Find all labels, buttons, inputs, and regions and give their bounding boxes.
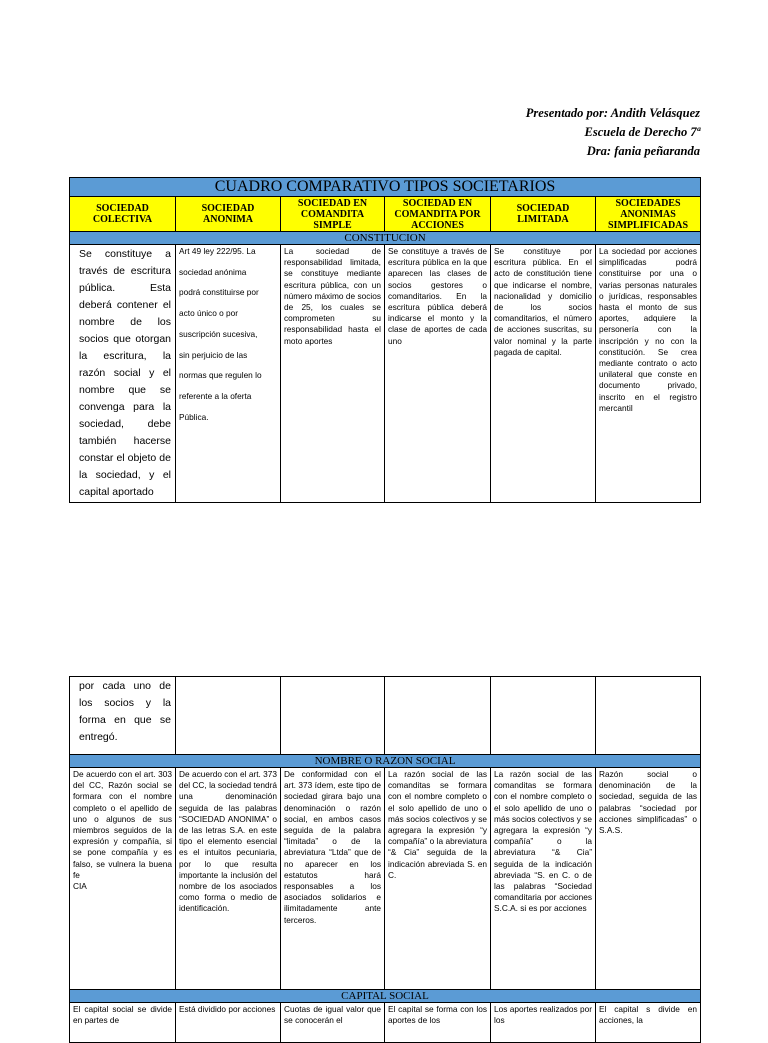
- cell-line: referente a la oferta: [179, 390, 252, 401]
- cell-line: sociedad anónima: [179, 266, 247, 277]
- table-cell: De acuerdo con el art. 373 del CC, la sociedad tendrá una denominación seguida de las palabras “SOCIEDAD ANONIMA” o de las letras S.A. en este tipo el elemento esencial es el intuitos pecuniaria, por lo que resulta importante la inclusión del nombre de los asociados como forma o medio de identificación.: [176, 768, 281, 990]
- table-cell: De acuerdo con el art. 303 del CC, Razón social se formara con el nombre completo o el apellido de uno o algunos de sus miembros seguidos de la expresión y compañía, si se pone compañía y es falso, se vulnera la buena fe CIA: [70, 768, 176, 990]
- section-row: [70, 990, 701, 1003]
- table-row: [70, 768, 701, 990]
- table-cell: La razón social de las comanditas se formara con el nombre completo o el solo apellido de uno o más socios colectivos y se agregara la expresión “y compañía” o la abreviatura “& Cia” seguida de la indicación abreviada S. en C.: [385, 768, 491, 990]
- table-row: [70, 677, 701, 755]
- column-header: SOCIEDAD COLECTIVA: [70, 197, 176, 232]
- cell-line: normas que regulen lo: [179, 370, 262, 381]
- school-name: Escuela de Derecho 7ª: [584, 125, 700, 139]
- table-cell: Cuotas de igual valor que se conocerán el: [281, 1003, 385, 1043]
- table-cell: El capital se forma con los aportes de los: [385, 1003, 491, 1043]
- table-cell: El capital s divide en acciones, la: [596, 1003, 701, 1043]
- table-cell: [176, 677, 281, 755]
- cell-line: podrá constituirse por: [179, 287, 259, 298]
- section-row: [70, 755, 701, 768]
- column-header: SOCIEDAD EN COMANDITA SIMPLE: [281, 197, 385, 232]
- table-cell: Se constituye a través de escritura pública. Esta deberá contener el nombre de los socios que otorgan la escritura, la razón social y el nombre que se convenga para la sociedad, debe también hacerse constar el objeto de la sociedad, y el capital aportado: [70, 245, 176, 503]
- table-cell: Se constituye por escritura pública. En el acto de constitución tiene que indicarse el nombre, nacionalidad y domicilio de los socios comanditarios, el número de acciones suscritas, su valor nominal y la parte pagada de capital.: [491, 245, 596, 503]
- column-header: SOCIEDADES ANONIMAS SIMPLIFICADAS: [596, 197, 701, 232]
- cell-line: sin perjuicio de las: [179, 349, 248, 360]
- table-cell: La sociedad de responsabilidad limitada, se constituye mediante escritura pública, con un número máximo de socios de 25, los cuales se comprometen su responsabilidad hasta el moto aportes: [281, 245, 385, 503]
- table-row: [70, 1003, 701, 1043]
- column-header: SOCIEDAD ANONIMA: [176, 197, 281, 232]
- cell-line: acto único o por: [179, 308, 239, 319]
- teacher-name: Dra: fania peñaranda: [586, 144, 700, 158]
- section-row: [70, 232, 701, 245]
- comparison-table-continued: [69, 676, 701, 1043]
- presenter-name: Presentado por: Andith Velásquez: [525, 106, 700, 120]
- table-title: CUADRO COMPARATIVO TIPOS SOCIETARIOS: [70, 178, 701, 197]
- table-cell: Razón social o denominación de la sociedad, seguida de las palabras “sociedad por acciones simplificadas” o S.A.S.: [596, 768, 701, 990]
- table-cell: La sociedad por acciones simplificadas podrá constituirse por una o varias personas naturales o jurídicas, responsables hasta el monto de sus aportes, adquiere la personería con la inscripción y no con la constitución. Se crea mediante contrato o acto unilateral que conste en documento privado, inscrito en el registro mercantil: [596, 245, 701, 503]
- table-row: [70, 245, 701, 503]
- cell-line: Art 49 ley 222/95. La: [179, 246, 256, 256]
- table-cell: Está dividido por acciones: [176, 1003, 281, 1043]
- table-cell: [281, 677, 385, 755]
- table-cell: Los aportes realizados por los: [491, 1003, 596, 1043]
- section-title-constitucion: CONSTITUCION: [70, 232, 701, 245]
- table-cell: [596, 677, 701, 755]
- column-header: SOCIEDAD EN COMANDITA POR ACCIONES: [385, 197, 491, 232]
- cell-line: Pública.: [179, 411, 209, 422]
- table-cell: De conformidad con el art. 373 ídem, este tipo de sociedad girara bajo una denominación o razón social, en ambos casos seguida de la palabra “limitada” o de la abreviatura “Ltda” que de no aparecer en los estatutos hará responsables a los asociados solidarios e ilimitadamente ante terceros.: [281, 768, 385, 990]
- presenter-block: [526, 104, 700, 161]
- table-cell: [491, 677, 596, 755]
- comparison-table: [69, 177, 701, 503]
- table-cell: La razón social de las comanditas se formara con el nombre completo o el solo apellido de uno o más socios colectivos y se agregara la expresión “y compañía” o la abreviatura “& Cia” seguida de la indicación abreviada “S. en C. o de las palabras “Sociedad comanditaria por acciones S.C.A. si es por acciones: [491, 768, 596, 990]
- column-header: SOCIEDAD LIMITADA: [491, 197, 596, 232]
- table-cell: [385, 677, 491, 755]
- table-cell: Se constituye a través de escritura pública en la que aparecen las clases de socios gestores o comanditarios. En la escritura pública deberá indicarse el monto y la clase de aportes de cada uno: [385, 245, 491, 503]
- section-title-capital: CAPITAL SOCIAL: [70, 990, 701, 1003]
- table-cell: El capital social se divide en partes de: [70, 1003, 176, 1043]
- section-title-nombre: NOMBRE O RAZON SOCIAL: [70, 755, 701, 768]
- table-cell: [176, 245, 281, 503]
- table-cell: por cada uno de los socios y la forma en que se entregó.: [70, 677, 176, 755]
- column-header-row: [70, 197, 701, 232]
- cell-line: suscripción sucesiva,: [179, 328, 258, 339]
